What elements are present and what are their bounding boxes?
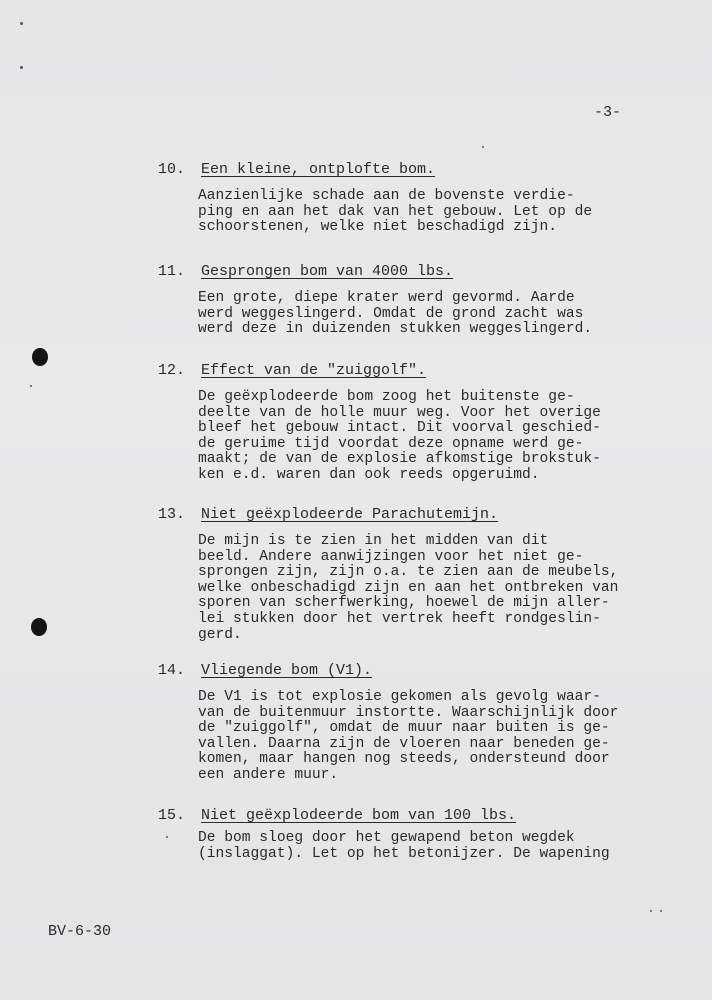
- section-number: 12.: [158, 362, 186, 379]
- speck-5: [166, 836, 168, 838]
- section-title: Niet geëxplodeerde bom van 100 lbs.: [201, 807, 517, 824]
- speck-2: [20, 66, 23, 69]
- body-line: (inslaggat). Let op het betonijzer. De wapening: [198, 845, 610, 862]
- speck-1: [20, 22, 23, 25]
- body-line: de "zuiggolf", omdat de muur naar buiten is ge-: [198, 720, 610, 737]
- speck-7: [660, 910, 662, 912]
- body-line: deelte van de holle muur weg. Voor het overige: [198, 404, 601, 421]
- section-body: [198, 390, 601, 484]
- body-line: de geruime tijd voordat deze opname werd ge-: [198, 435, 584, 452]
- body-line: sprongen zijn, zijn o.a. te zien aan de meubels,: [198, 564, 619, 581]
- body-line: schoorstenen, welke niet beschadigd zijn.: [198, 219, 558, 236]
- footer-code: BV-6-30: [48, 923, 112, 940]
- section-body: [198, 690, 618, 784]
- section-title: Niet geëxplodeerde Parachutemijn.: [201, 506, 499, 523]
- body-line: van de buitenmuur instortte. Waarschijnlijk door: [198, 704, 619, 721]
- section-title: Een kleine, ontplofte bom.: [201, 161, 436, 178]
- body-line: een andere muur.: [198, 766, 339, 783]
- page-number: -3-: [594, 104, 622, 121]
- body-line: welke onbeschadigd zijn en aan het ontbreken van: [198, 579, 619, 596]
- body-line: bleef het gebouw intact. Dit voorval geschied-: [198, 420, 601, 437]
- body-line: sporen van scherfwerking, hoewel de mijn aller-: [198, 595, 610, 612]
- body-line: gerd.: [198, 626, 242, 643]
- section-body: [198, 189, 592, 236]
- body-line: Een grote, diepe krater werd gevormd. Aarde: [198, 290, 575, 306]
- body-line: werd weggeslingerd. Omdat de grond zacht was: [198, 305, 584, 322]
- section-title: Effect van de "zuiggolf".: [201, 362, 427, 379]
- section-body: [198, 831, 610, 862]
- body-line: ping en aan het dak van het gebouw. Let op de: [198, 203, 593, 220]
- section-number: 14.: [158, 662, 186, 679]
- section-body: [198, 291, 592, 338]
- speck-3: [482, 146, 484, 148]
- body-line: lei stukken door het vertrek heeft rondgeslin-: [198, 610, 601, 627]
- body-line: De geëxplodeerde bom zoog het buitenste ge-: [198, 389, 575, 405]
- body-line: werd deze in duizenden stukken weggeslingerd.: [198, 321, 593, 338]
- body-line: beeld. Andere aanwijzingen voor het niet ge-: [198, 548, 584, 565]
- section-title: Vliegende bom (V1).: [201, 662, 373, 679]
- section-number: 11.: [158, 263, 186, 280]
- body-line: De V1 is tot explosie gekomen als gevolg waar-: [198, 689, 601, 705]
- body-line: Aanzienlijke schade aan de bovenste verdie-: [198, 188, 575, 204]
- punch-hole-lower: [31, 618, 47, 636]
- section-body: [198, 534, 618, 643]
- body-line: vallen. Daarna zijn de vloeren naar beneden ge-: [198, 735, 610, 752]
- section-number: 13.: [158, 506, 186, 523]
- section-number: 10.: [158, 161, 186, 178]
- section-number: 15.: [158, 807, 186, 824]
- section-title: Gesprongen bom van 4000 lbs.: [201, 263, 454, 280]
- punch-hole-upper: [32, 348, 48, 366]
- body-line: komen, maar hangen nog steeds, ondersteund door: [198, 751, 610, 768]
- body-line: De bom sloeg door het gewapend beton wegdek: [198, 830, 575, 846]
- speck-6: [650, 910, 652, 912]
- speck-4: [30, 385, 32, 387]
- body-line: maakt; de van de explosie afkomstige brokstuk-: [198, 451, 601, 468]
- body-line: De mijn is te zien in het midden van dit: [198, 533, 549, 549]
- body-line: ken e.d. waren dan ook reeds opgeruimd.: [198, 466, 540, 483]
